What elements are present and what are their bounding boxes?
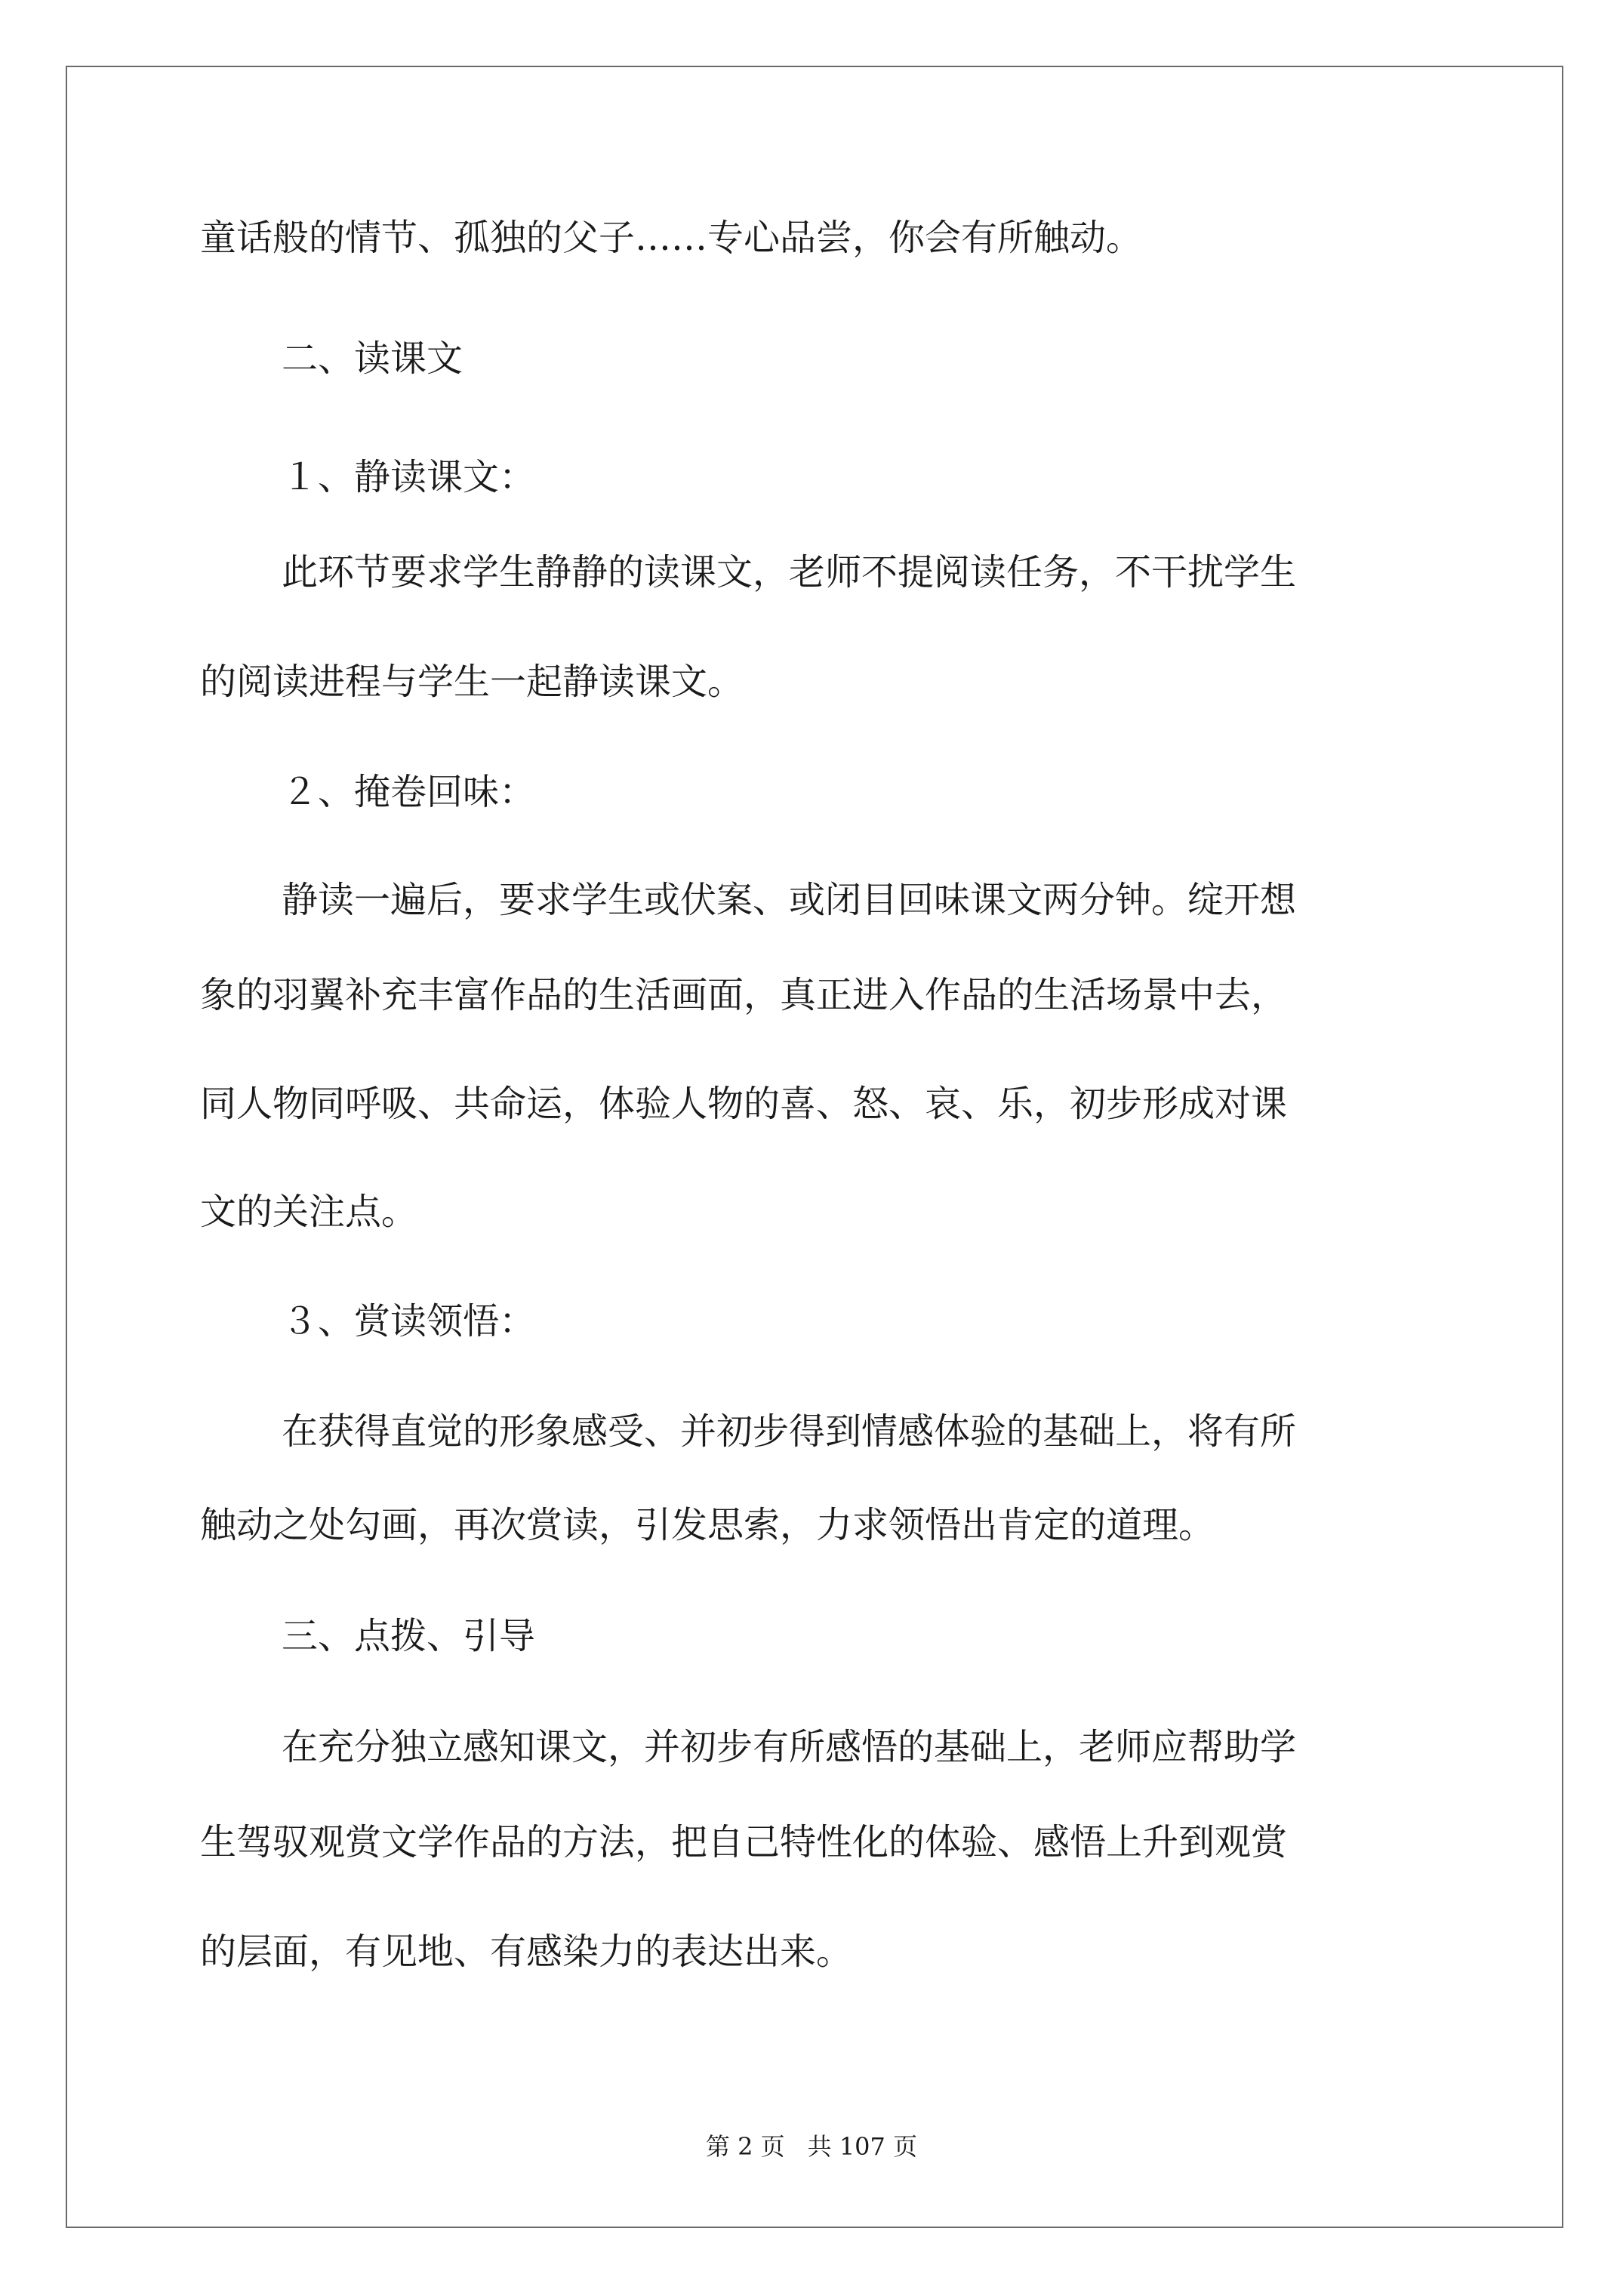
paragraph-line: 文的关注点。	[200, 1191, 418, 1233]
section-heading: 三、点拨、引导	[282, 1615, 536, 1657]
paragraph-line: 童话般的情节、孤独的父子……专心品尝，你会有所触动。	[200, 217, 1143, 259]
paragraph-line: 象的羽翼补充丰富作品的生活画面，真正进入作品的生活场景中去，	[200, 974, 1288, 1016]
paragraph-line: 在获得直觉的形象感受、并初步得到情感体验的基础上，将有所	[282, 1410, 1297, 1453]
subsection-heading: １、静读课文：	[282, 456, 536, 498]
page-border	[66, 66, 1563, 2228]
paragraph-line: 的阅读进程与学生一起静读课文。	[200, 661, 744, 703]
page-number: 第 2 页	[705, 2132, 785, 2161]
paragraph-line: 静读一遍后，要求学生或伏案、或闭目回味课文两分钟。绽开想	[282, 879, 1297, 921]
paragraph-line: 在充分独立感知课文，并初步有所感悟的基础上，老师应帮助学	[282, 1726, 1297, 1768]
subsection-heading: ３、赏读领悟：	[282, 1300, 536, 1342]
page-total: 共 107 页	[807, 2132, 918, 2161]
paragraph-line: 此环节要求学生静静的读课文，老师不提阅读任务，不干扰学生	[282, 551, 1297, 593]
paragraph-line: 同人物同呼吸、共命运，体验人物的喜、怒、哀、乐，初步形成对课	[200, 1083, 1288, 1125]
section-heading: 二、读课文	[282, 337, 463, 380]
paragraph-line: 触动之处勾画，再次赏读，引发思索，力求领悟出肯定的道理。	[200, 1504, 1215, 1546]
paragraph-line: 的层面，有见地、有感染力的表达出来。	[200, 1931, 853, 1973]
page-footer	[0, 2131, 1623, 2162]
subsection-heading: ２、掩卷回味：	[282, 771, 536, 813]
paragraph-line: 生驾驭观赏文学作品的方法，把自己特性化的体验、感悟上升到观赏	[200, 1821, 1288, 1863]
